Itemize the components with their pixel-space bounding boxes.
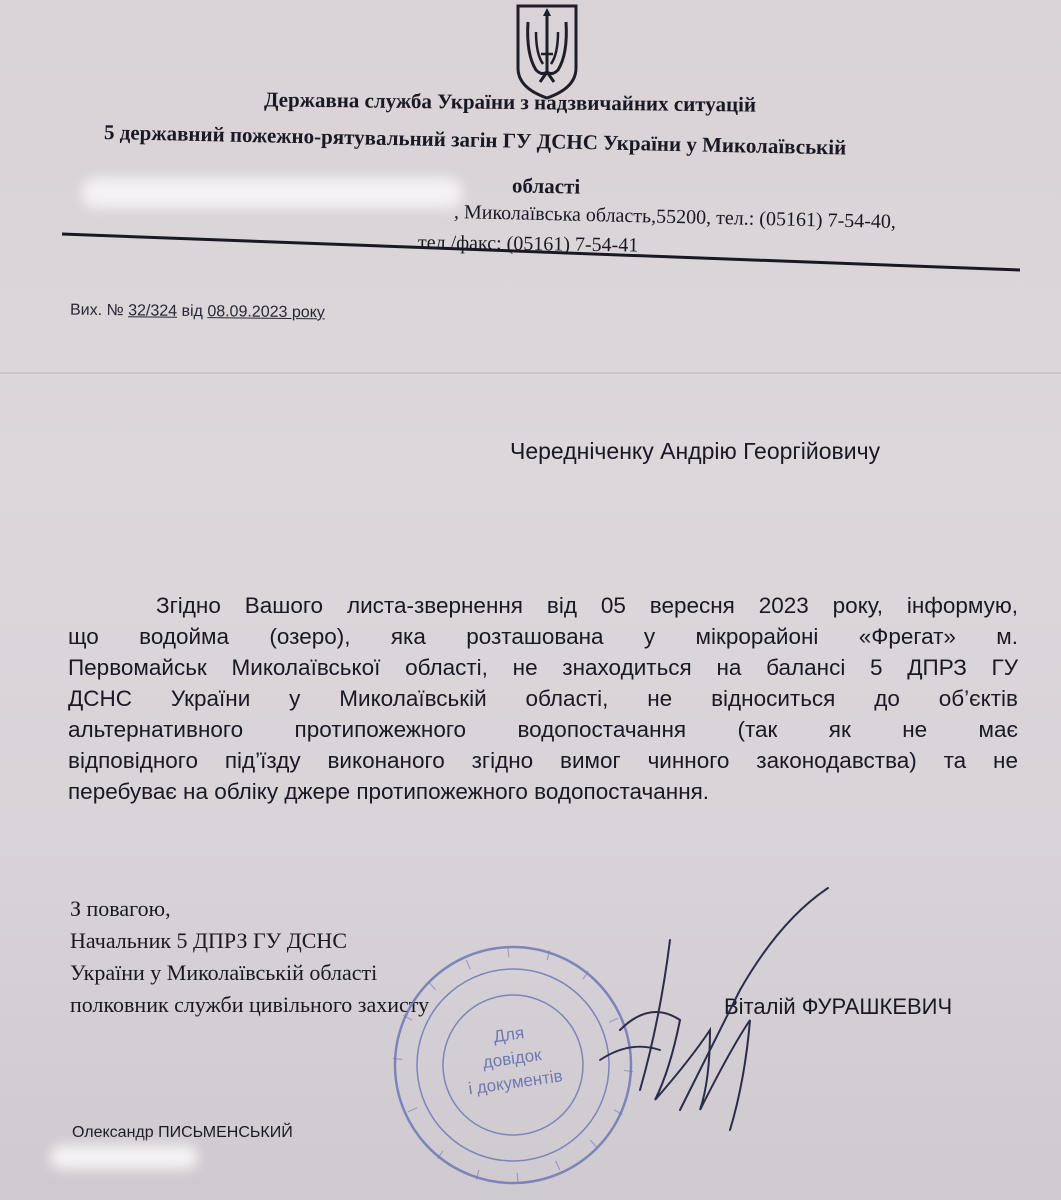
outgoing-prefix: Вих. № <box>69 301 124 320</box>
signer-name: Віталій ФУРАШКЕВИЧ <box>724 994 953 1019</box>
address-line2: тел./факс: (05161) 7-54-41 <box>417 231 639 257</box>
stamp-text-line2: довідок <box>481 1045 543 1073</box>
outgoing-from: від <box>181 302 204 321</box>
outgoing-number: 32/324 <box>128 302 178 320</box>
letter-body <box>68 590 1018 807</box>
agency-name: Державна служба України з надзвичайних ситуацій <box>263 87 757 117</box>
position-line3: полковник служби цивільного захисту <box>70 992 430 1017</box>
unit-name-line1: 5 державний пожежно-рятувальний загін ГУ ДСНС України у Миколаївській <box>103 120 847 160</box>
stamp-text-line1: Для <box>492 1023 526 1047</box>
body-line: Первомайськ Миколаївської області, не знаходиться на балансі 5 ДПРЗ ГУ <box>68 655 1018 680</box>
stamp-text-line3: і документів <box>467 1066 564 1099</box>
body-line: ДСНС України у Миколаївській області, не відноситься до об’єктів <box>68 686 1018 711</box>
executor-name: Олександр ПИСЬМЕНСЬКИЙ <box>72 1124 293 1141</box>
recipient-name: Чередніченку Андрію Георгійовичу <box>510 438 881 464</box>
redaction-executor-phone <box>50 1145 198 1169</box>
paper-fold <box>0 372 1061 374</box>
position-line2: України у Миколаївській області <box>70 960 378 985</box>
header-divider <box>62 230 1020 274</box>
body-line: перебуває на обліку джере протипожежного водопостачання. <box>68 779 710 804</box>
body-line: відповідного під’їзду виконаного згідно вимог чинного законодавства) та не <box>68 748 1018 773</box>
closing-regards: З повагою, <box>70 896 171 921</box>
redaction-address <box>82 178 462 208</box>
position-line1: Начальник 5 ДПРЗ ГУ ДСНС <box>70 928 347 953</box>
body-line: альтернативного протипожежного водопостачання (так як не має <box>68 717 1018 742</box>
outgoing-date: 08.09.2023 року <box>207 303 325 322</box>
handwritten-signature <box>560 880 840 1140</box>
unit-name-line2: області <box>511 173 581 199</box>
outgoing-reference <box>70 302 325 323</box>
trident-icon <box>512 2 582 100</box>
body-line: Згідно Вашого листа-звернення від 05 вересня 2023 року, інформую, <box>156 593 1018 618</box>
address-line1: , Миколаївська область,55200, тел.: (05161) 7-54-40, <box>453 201 897 234</box>
body-line: що водойма (озеро), яка розташована у мікрорайоні «Фрегат» м. <box>68 624 1018 649</box>
